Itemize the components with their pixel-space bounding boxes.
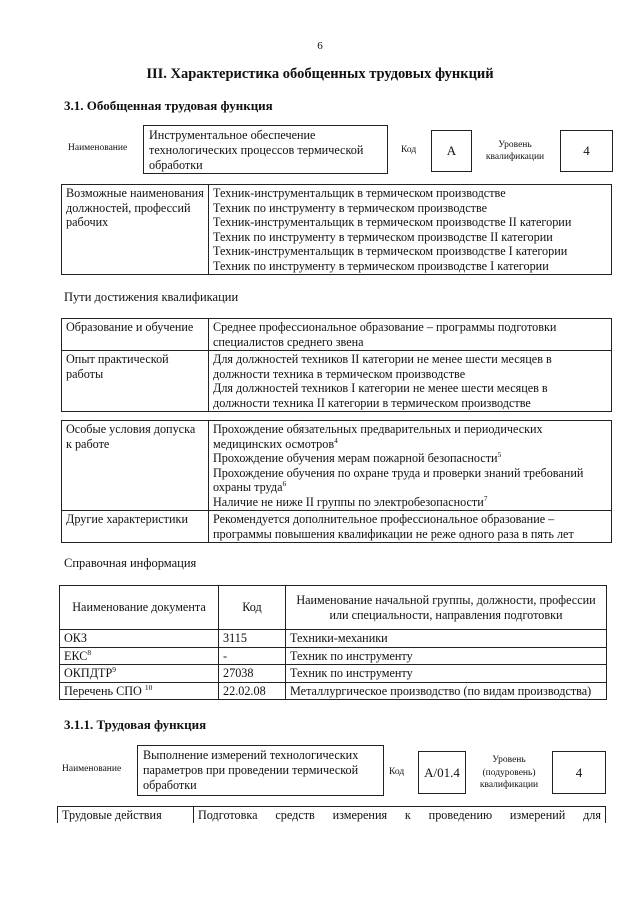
ref-header-name: Наименование начальной группы, должности, профессии или специальности, направления подготовки [286, 586, 607, 630]
footnote-ref: 5 [497, 449, 502, 459]
condition-item: Наличие не ниже II группы по электробезопасности$^7$ [213, 493, 488, 509]
ref-code: 22.02.08 [219, 682, 286, 700]
ref-doc: ЕКС$^8$ [60, 647, 219, 665]
condition-item: Прохождение обязательных предварительных и периодических медицинских осмотров$^4$ [213, 422, 543, 451]
labor-actions-label: Трудовые действия [58, 807, 194, 823]
conditions-table [61, 420, 612, 543]
function-name-box-2 [137, 745, 384, 796]
page-number: 6 [317, 40, 323, 52]
subsection-2-title: 3.1.1. Трудовая функция [64, 717, 207, 732]
reference-title: Справочная информация [64, 556, 197, 570]
name-label: Наименование [68, 143, 128, 153]
ref-doc: ОКЗ [60, 630, 219, 648]
section-title: III. Характеристика обобщенных трудовых функций [146, 66, 494, 82]
position-item: Техник-инструментальщик в термическом производстве II категории [213, 215, 572, 229]
experience-label: Опыт практической работы [62, 351, 209, 412]
position-item: Техник-инструментальщик в термическом производстве [213, 186, 506, 200]
function-name: Инструментальное обеспечение технологических процессов термической обработки [149, 128, 364, 172]
paths-title: Пути достижения квалификации [64, 290, 239, 304]
level-value-box-2 [552, 751, 606, 794]
positions-table [61, 184, 612, 275]
ref-name: Металлургическое производство (по видам производства) [286, 682, 607, 700]
name-label-2: Наименование [62, 764, 122, 774]
experience-value [209, 351, 612, 412]
experience-item: Для должностей техников I категории не менее шести месяцев в должности техника II категории в термическом производстве [213, 381, 548, 410]
labor-actions-table [57, 806, 606, 823]
other-value: Рекомендуется дополнительное профессиональное образование – программы повышения квалификации не реже одного раза в пять лет [209, 511, 612, 543]
ref-name: Техник по инструменту [286, 665, 607, 683]
code-value-box-2 [418, 751, 466, 794]
ref-header-doc: Наименование документа [60, 586, 219, 630]
level-value-2: 4 [575, 764, 583, 780]
other-label: Другие характеристики [62, 511, 209, 543]
position-item: Техник по инструменту в термическом производстве I категории [213, 258, 549, 273]
experience-item: Для должностей техников II категории не менее шести месяцев в должности техника в термическом производстве [213, 352, 552, 381]
ref-doc: Перечень СПО $^{10}$ [60, 682, 219, 700]
conditions-list [209, 421, 612, 511]
code-label-2: Код [389, 767, 405, 777]
ref-doc: ОКПДТР$^9$ [60, 665, 219, 683]
footnote-ref: 9 [112, 664, 117, 674]
education-table [61, 318, 612, 412]
footnote-ref: 8 [87, 647, 92, 657]
table-row [60, 647, 607, 665]
footnote-ref: 10 [144, 682, 153, 692]
ref-code: 27038 [219, 665, 286, 683]
subsection-title: 3.1. Обобщенная трудовая функция [64, 98, 273, 113]
code-label: Код [401, 145, 417, 155]
position-item: Техник-инструментальщик в термическом производстве I категории [213, 244, 568, 258]
code-value-box [431, 130, 472, 172]
positions-list [209, 185, 612, 275]
labor-actions-value: Подготовка средств измерения к проведению измерений для [194, 807, 606, 823]
footnote-ref: 6 [282, 478, 287, 488]
ref-name: Техник по инструменту [286, 647, 607, 665]
function-name-box [143, 125, 388, 174]
table-row [60, 682, 607, 700]
code-value: А [446, 143, 457, 158]
footnote-ref: 7 [483, 493, 488, 503]
function-name-2: Выполнение измерений технологических параметров при проведении термической обработки [143, 748, 359, 792]
level-label: Уровень квалификации [485, 140, 545, 162]
table-row [60, 665, 607, 683]
conditions-label: Особые условия допуска к работе [62, 421, 209, 511]
reference-table [59, 585, 607, 700]
footnote-ref: 4 [334, 435, 338, 445]
condition-item: Прохождение обучения мерам пожарной безопасности$^5$ [213, 449, 502, 465]
level-label-2: Уровень (подуровень) квалификации [479, 755, 539, 790]
positions-label: Возможные наименования должностей, профессий рабочих [62, 185, 209, 275]
level-value: 4 [583, 143, 590, 158]
position-item: Техник по инструменту в термическом производстве II категории [213, 229, 553, 244]
position-item: Техник по инструменту в термическом производстве [213, 200, 488, 215]
condition-item: Прохождение обучения по охране труда и проверки знаний требований охраны труда$^6$ [213, 465, 584, 494]
ref-header-code: Код [219, 586, 286, 630]
ref-code: 3115 [219, 630, 286, 648]
ref-name: Техники-механики [286, 630, 607, 648]
code-value-2: A/01.4 [424, 764, 460, 780]
education-value: Среднее профессиональное образование – программы подготовки специалистов среднего звена [209, 319, 612, 351]
table-row [60, 630, 607, 648]
ref-code: - [219, 647, 286, 665]
level-value-box [560, 130, 613, 172]
education-label: Образование и обучение [62, 319, 209, 351]
